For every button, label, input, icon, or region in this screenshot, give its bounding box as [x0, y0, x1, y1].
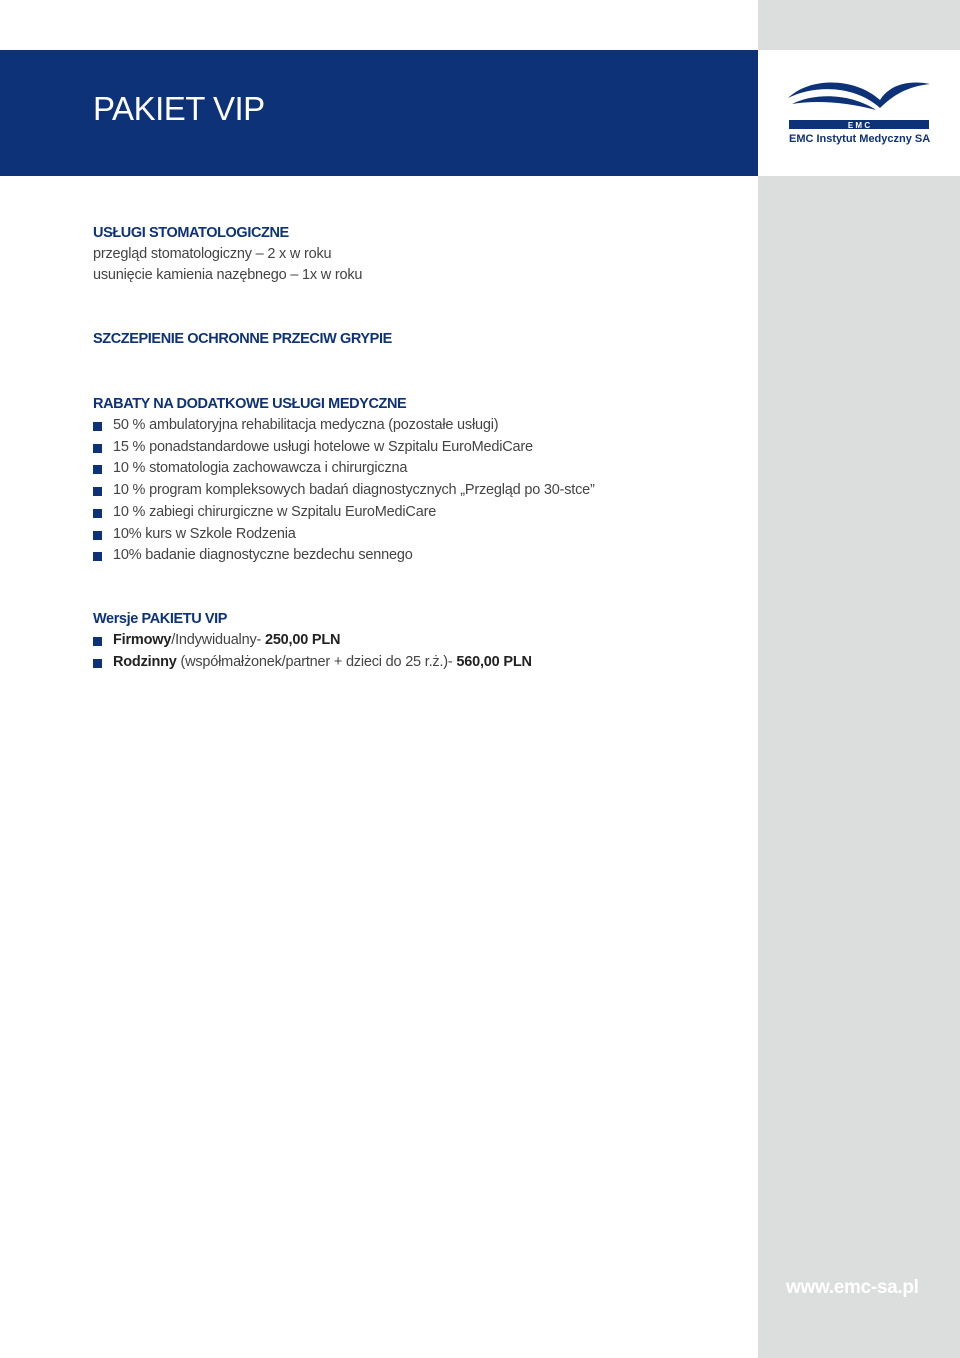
vaccine-section: [93, 329, 733, 350]
dental-line: usunięcie kamienia nazębnego – 1x w roku: [93, 267, 363, 283]
main-content: [93, 223, 733, 673]
dental-line: przegląd stomatologiczny – 2 x w roku: [93, 246, 332, 262]
version-details: (współmałżonek/partner + dzieci do 25 r.ż.)-: [176, 653, 457, 670]
versions-section: [93, 609, 733, 673]
square-bullet-icon: [93, 487, 102, 496]
logo-letters: E M C: [847, 121, 871, 130]
square-bullet-icon: [93, 444, 102, 453]
version-price: 560,00 PLN: [456, 653, 532, 670]
side-strip: [758, 0, 960, 1358]
square-bullet-icon: [93, 509, 102, 518]
dental-heading: USŁUGI STOMATOLOGICZNE: [93, 225, 289, 241]
versions-list: [93, 630, 733, 673]
square-bullet-icon: [93, 531, 102, 540]
version-details: /Indywidualny-: [171, 631, 265, 648]
discounts-section: [93, 394, 733, 567]
list-item: [93, 630, 733, 652]
square-bullet-icon: [93, 659, 102, 668]
discounts-list: [93, 415, 733, 567]
dental-section: [93, 223, 733, 286]
version-price: 250,00 PLN: [264, 631, 341, 648]
list-item: 10 % zabiegi chirurgiczne w Szpitalu EuroMediCare: [93, 502, 733, 524]
list-item: 15 % ponadstandardowe usługi hotelowe w Szpitalu EuroMediCare: [93, 437, 733, 459]
square-bullet-icon: [93, 552, 102, 561]
square-bullet-icon: [93, 637, 102, 646]
versions-heading: Wersje PAKIETU VIP: [93, 610, 228, 627]
square-bullet-icon: [93, 422, 102, 431]
list-item: 10% kurs w Szkole Rodzenia: [93, 524, 733, 546]
emc-bird-logo-icon: [786, 78, 932, 134]
discounts-heading: RABATY NA DODATKOWE USŁUGI MEDYCZNE: [93, 396, 407, 412]
page-title: PAKIET VIP: [93, 90, 265, 127]
list-item: 10 % program kompleksowych badań diagnostycznych „Przegląd po 30-stce”: [93, 480, 733, 502]
list-item: 50 % ambulatoryjna rehabilitacja medyczna (pozostałe usługi): [93, 415, 733, 437]
list-item: 10 % stomatologia zachowawcza i chirurgiczna: [93, 458, 733, 480]
version-name: Rodzinny: [113, 653, 177, 670]
logo-caption: EMC Instytut Medyczny SA: [789, 133, 931, 145]
website-link[interactable]: www.emc-sa.pl: [786, 1277, 919, 1298]
version-name: Firmowy: [113, 631, 172, 648]
square-bullet-icon: [93, 465, 102, 474]
vaccine-heading: SZCZEPIENIE OCHRONNE PRZECIW GRYPIE: [93, 331, 392, 347]
list-item: 10% badanie diagnostyczne bezdechu sennego: [93, 545, 733, 567]
list-item: [93, 652, 733, 674]
